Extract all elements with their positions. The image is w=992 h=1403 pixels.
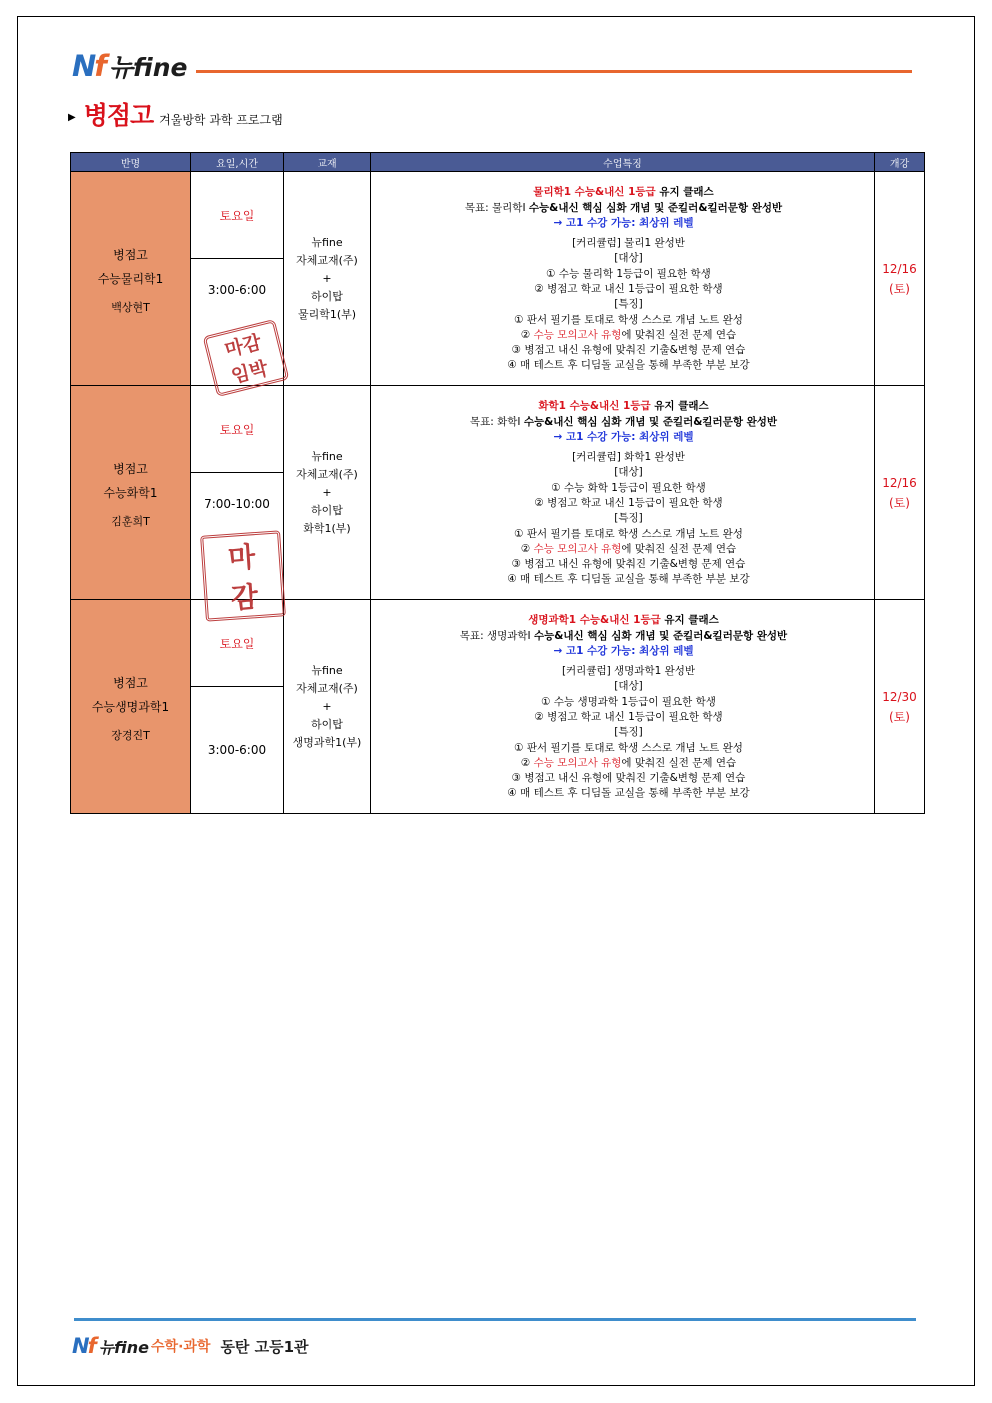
teacher-name: 장경진T	[111, 728, 150, 742]
brand-logo	[72, 48, 188, 84]
textbook-cell: 뉴fine 자체교재(주) + 하이탑 화학1(부)	[284, 386, 371, 600]
school-title: 병점고	[83, 101, 154, 130]
page-title-row	[68, 96, 283, 132]
table-row	[71, 600, 925, 687]
feature-title: 생명과학1 수능&내신 1등급 유지 클래스	[528, 614, 719, 627]
nf-logo-icon: Nf	[72, 1334, 95, 1358]
footer-brand-name: 뉴fine	[98, 1337, 150, 1357]
level-line: → 고1 수강 가능: 최상위 레벨	[553, 430, 694, 443]
class-name-cell: 병점고 수능물리학1 백상현T	[71, 172, 191, 386]
features-cell: 물리학1 수능&내신 1등급 유지 클래스 목표: 물리학Ⅰ 수능&내신 핵심 심화 개념 및 준킬러&킬러문항 완성반 → 고1 수강 가능: 최상위 레벨 [커리큘럼] 물리1 완성반 [대상] ① 수능 물리학 1등급이 필요한 학생 ② 병점고 학교 내신 1등급이 필요한 학생 [특징] ① 판서 필기를 토대로 학생 스스로 개념 노트 완성 ② 수능 모의고사 유형에 맞춰진 실전 문제 연습 ③ 병점고 내신 유형에 맞춰진 기출&변형 문제 연습 ④ 매 테스트 후 디딤돌 교실을 통해 부족한 부분 보강	[371, 172, 875, 386]
open-date-cell: 12/30 (토)	[875, 600, 925, 814]
open-date-cell: 12/16 (토)	[875, 386, 925, 600]
closed-stamp: 마감	[200, 530, 286, 621]
day-cell: 토요일	[191, 386, 284, 473]
goal-line: 목표: 물리학Ⅰ 수능&내신 핵심 심화 개념 및 준킬러&킬러문항 완성반	[464, 201, 783, 214]
schedule-table	[70, 152, 925, 814]
goal-line: 목표: 화학Ⅰ 수능&내신 핵심 심화 개념 및 준킬러&킬러문항 완성반	[469, 415, 778, 428]
footer	[72, 1334, 309, 1358]
level-line: → 고1 수강 가능: 최상위 레벨	[553, 216, 694, 229]
header-textbook: 교재	[284, 153, 371, 172]
teacher-name: 김훈희T	[111, 514, 150, 528]
class-name-cell: 병점고 수능생명과학1 장경진T	[71, 600, 191, 814]
header-open-date: 개강	[875, 153, 925, 172]
header-schedule: 요일,시간	[191, 153, 284, 172]
feature-title: 물리학1 수능&내신 1등급 유지 클래스	[533, 186, 714, 199]
table-header-row	[71, 153, 925, 172]
table-row	[71, 172, 925, 259]
day-cell: 토요일	[191, 600, 284, 687]
footer-rule	[74, 1318, 916, 1321]
textbook-cell: 뉴fine 자체교재(주) + 하이탑 생명과학1(부)	[284, 600, 371, 814]
goal-line: 목표: 생명과학Ⅰ 수능&내신 핵심 심화 개념 및 준킬러&킬러문항 완성반	[459, 629, 788, 642]
time-cell: 3:00-6:00 마감 임박	[191, 259, 284, 386]
features-cell: 생명과학1 수능&내신 1등급 유지 클래스 목표: 생명과학Ⅰ 수능&내신 핵심 심화 개념 및 준킬러&킬러문항 완성반 → 고1 수강 가능: 최상위 레벨 [커리큘럼] 생명과학1 완성반 [대상] ① 수능 생명과학 1등급이 필요한 학생 ② 병점고 학교 내신 1등급이 필요한 학생 [특징] ① 판서 필기를 토대로 학생 스스로 개념 노트 완성 ② 수능 모의고사 유형에 맞춰진 실전 문제 연습 ③ 병점고 내신 유형에 맞춰진 기출&변형 문제 연습 ④ 매 테스트 후 디딤돌 교실을 통해 부족한 부분 보강	[371, 600, 875, 814]
textbook-cell: 뉴fine 자체교재(주) + 하이탑 물리학1(부)	[284, 172, 371, 386]
nf-logo-icon: Nf	[72, 49, 105, 83]
feature-title: 화학1 수능&내신 1등급 유지 클래스	[538, 400, 709, 413]
time-cell: 3:00-6:00	[191, 687, 284, 814]
teacher-name: 백상현T	[111, 300, 150, 314]
time-cell: 7:00-10:00 마감	[191, 473, 284, 600]
footer-subjects: 수학·과학	[151, 1339, 211, 1355]
header-features: 수업특징	[371, 153, 875, 172]
program-subtitle: 겨울방학 과학 프로그램	[159, 113, 283, 127]
level-line: → 고1 수강 가능: 최상위 레벨	[553, 644, 694, 657]
features-cell: 화학1 수능&내신 1등급 유지 클래스 목표: 화학Ⅰ 수능&내신 핵심 심화 개념 및 준킬러&킬러문항 완성반 → 고1 수강 가능: 최상위 레벨 [커리큘럼] 화학1 완성반 [대상] ① 수능 화학 1등급이 필요한 학생 ② 병점고 학교 내신 1등급이 필요한 학생 [특징] ① 판서 필기를 토대로 학생 스스로 개념 노트 완성 ② 수능 모의고사 유형에 맞춰진 실전 문제 연습 ③ 병점고 내신 유형에 맞춰진 기출&변형 문제 연습 ④ 매 테스트 후 디딤돌 교실을 통해 부족한 부분 보강	[371, 386, 875, 600]
open-date-cell: 12/16 (토)	[875, 172, 925, 386]
brand-name: 뉴fine	[108, 53, 188, 82]
day-cell: 토요일	[191, 172, 284, 259]
header-class: 반명	[71, 153, 191, 172]
footer-branch: 동탄 고등1관	[220, 1337, 309, 1356]
class-name-cell: 병점고 수능화학1 김훈희T	[71, 386, 191, 600]
header-rule	[196, 70, 912, 73]
triangle-bullet-icon: ▶	[68, 112, 76, 123]
closing-soon-stamp: 마감 임박	[203, 319, 290, 397]
table-row	[71, 386, 925, 473]
